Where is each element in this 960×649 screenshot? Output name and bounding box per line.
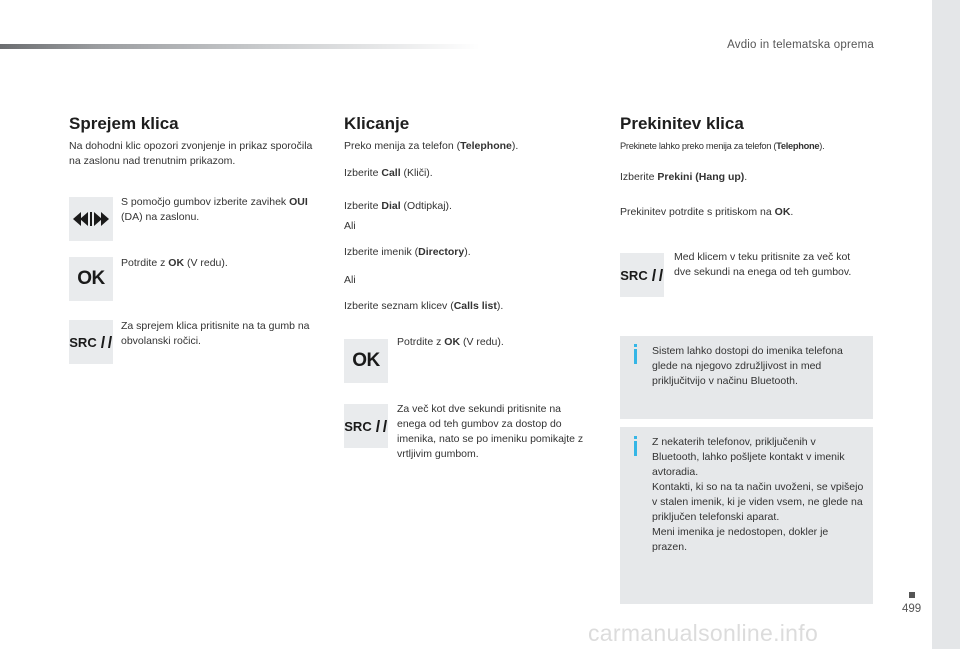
phone-handset-icon [100, 335, 113, 349]
col2-step-ok-pre: Potrdite z [397, 336, 445, 348]
col2-step-ok [397, 335, 592, 350]
col1-title: Sprejem klica [69, 114, 179, 133]
section-title: Avdio in telematska oprema [727, 39, 874, 51]
src-icon-label: SRC [69, 334, 97, 350]
col2-line5 [344, 299, 594, 314]
col2-line1 [344, 139, 594, 154]
src-icon [69, 335, 112, 350]
col2-line3-pre: Izberite [344, 200, 382, 212]
info-box-2 [620, 427, 873, 604]
info-icon [634, 344, 637, 347]
col3-line3 [620, 205, 870, 220]
col2-line1-pre: Preko menija za telefon ( [344, 140, 461, 152]
col1-step1-post: (DA) na zaslonu. [121, 211, 200, 223]
seek-arrows-icon [72, 211, 110, 227]
col1-step2 [121, 256, 326, 271]
col3-line2-bold: Prekini (Hang up) [657, 171, 745, 183]
col1-step2-pre: Potrdite z [121, 257, 169, 269]
page-side-strip [932, 0, 960, 649]
col1-step2-bold: OK [168, 257, 185, 269]
col2-line2-pre: Izberite [344, 167, 382, 179]
src-phone-button-icon [620, 253, 664, 297]
col3-line2-pre: Izberite [620, 171, 658, 183]
col2-ali-2: Ali [344, 274, 356, 286]
col2-line5-post: ). [496, 300, 504, 312]
col1-step3: Za sprejem klica pritisnite na ta gumb na obvolanski ročici. [121, 320, 310, 347]
ok-button-icon [69, 257, 113, 301]
col1-step2-post: (V redu). [184, 257, 228, 269]
col3-line1 [620, 139, 885, 154]
info-icon [634, 436, 637, 439]
col2-line4-post: ). [464, 246, 471, 258]
col3-step-src: Med klicem v teku pritisnite za več kot dve sekundi na enega od teh gumbov. [674, 251, 852, 278]
col2-step-src: Za več kot dve sekundi pritisnite na enega od teh gumbov za dostop do imenika, nato se po imeniku pomikajte z vrtljivim gumbom. [397, 403, 584, 460]
info-icon-bar [634, 441, 637, 456]
ok-button-icon [344, 339, 388, 383]
col2-ali-1: Ali [344, 220, 356, 232]
info-icon-bar [634, 349, 637, 364]
col2-line4-bold: Directory [418, 246, 465, 258]
header-gradient-bar [0, 44, 480, 49]
col3-line1-bold: Telephone [776, 141, 820, 151]
src-phone-button-icon [344, 404, 388, 448]
col2-title: Klicanje [344, 114, 410, 133]
col2-line5-bold: Calls list [453, 300, 497, 312]
col1-step1 [121, 195, 326, 225]
col2-line1-bold: Telephone [460, 140, 512, 152]
src-phone-button-icon [69, 320, 113, 364]
info-text-2: Z nekaterih telefonov, priključenih v Bluetooth, lahko pošljete kontakt v imenik avtoradia. Kontakti, ki so na ta način uvoženi, se vpišejo v stalen imenik, ki je viden vsem, ne glede na priključen telefonski aparat. Meni imenika je nedostopen, dokler je prazen. [652, 436, 864, 553]
phone-handset-icon [375, 419, 388, 433]
col1-step1-pre: S pomočjo gumbov izberite zavihek [121, 196, 290, 208]
page-marker [909, 592, 915, 598]
src-icon [344, 419, 387, 434]
page-number: 499 [902, 603, 922, 615]
info-text-1: Sistem lahko dostopi do imenika telefona glede na njegovo združljivost in med priključitvijo v načinu Bluetooth. [652, 345, 843, 387]
col2-line2-post: (Kliči). [400, 167, 433, 179]
col2-step-ok-post: (V redu). [460, 336, 504, 348]
ok-icon-label: OK [77, 268, 105, 289]
info-box-1 [620, 336, 873, 419]
col3-line1-post: ). [819, 141, 825, 151]
col2-line4-pre: Izberite imenik ( [344, 246, 419, 258]
col2-line3 [344, 199, 594, 214]
ok-icon-label: OK [352, 350, 380, 371]
watermark: carmanualsonline.info [588, 620, 819, 646]
col2-line4 [344, 245, 594, 260]
col3-line3-pre: Prekinitev potrdite s pritiskom na [620, 206, 775, 218]
prev-next-buttons-icon [69, 197, 113, 241]
col3-line1-pre: Prekinete lahko preko menija za telefon ( [620, 141, 777, 151]
col2-line3-bold: Dial [381, 200, 401, 212]
col2-line5-pre: Izberite seznam klicev ( [344, 300, 454, 312]
col1-intro: Na dohodni klic opozori zvonjenje in prikaz sporočila na zaslonu nad trenutnim prikazom. [69, 140, 313, 167]
phone-handset-icon [651, 268, 664, 282]
col3-line3-bold: OK [774, 206, 791, 218]
col1-step1-bold: OUI [289, 196, 308, 208]
col2-line2-bold: Call [381, 167, 401, 179]
col2-line3-post: (Odtipkaj). [400, 200, 452, 212]
src-icon-label: SRC [344, 418, 372, 434]
src-icon-label: SRC [620, 267, 648, 283]
col2-step-ok-bold: OK [444, 336, 461, 348]
col3-line2 [620, 170, 870, 185]
col2-line1-post: ). [511, 140, 519, 152]
col3-title: Prekinitev klica [620, 114, 744, 133]
col3-line3-post: . [790, 206, 794, 218]
src-icon [620, 268, 663, 283]
col2-line2 [344, 166, 594, 181]
col3-line2-post: . [744, 171, 748, 183]
